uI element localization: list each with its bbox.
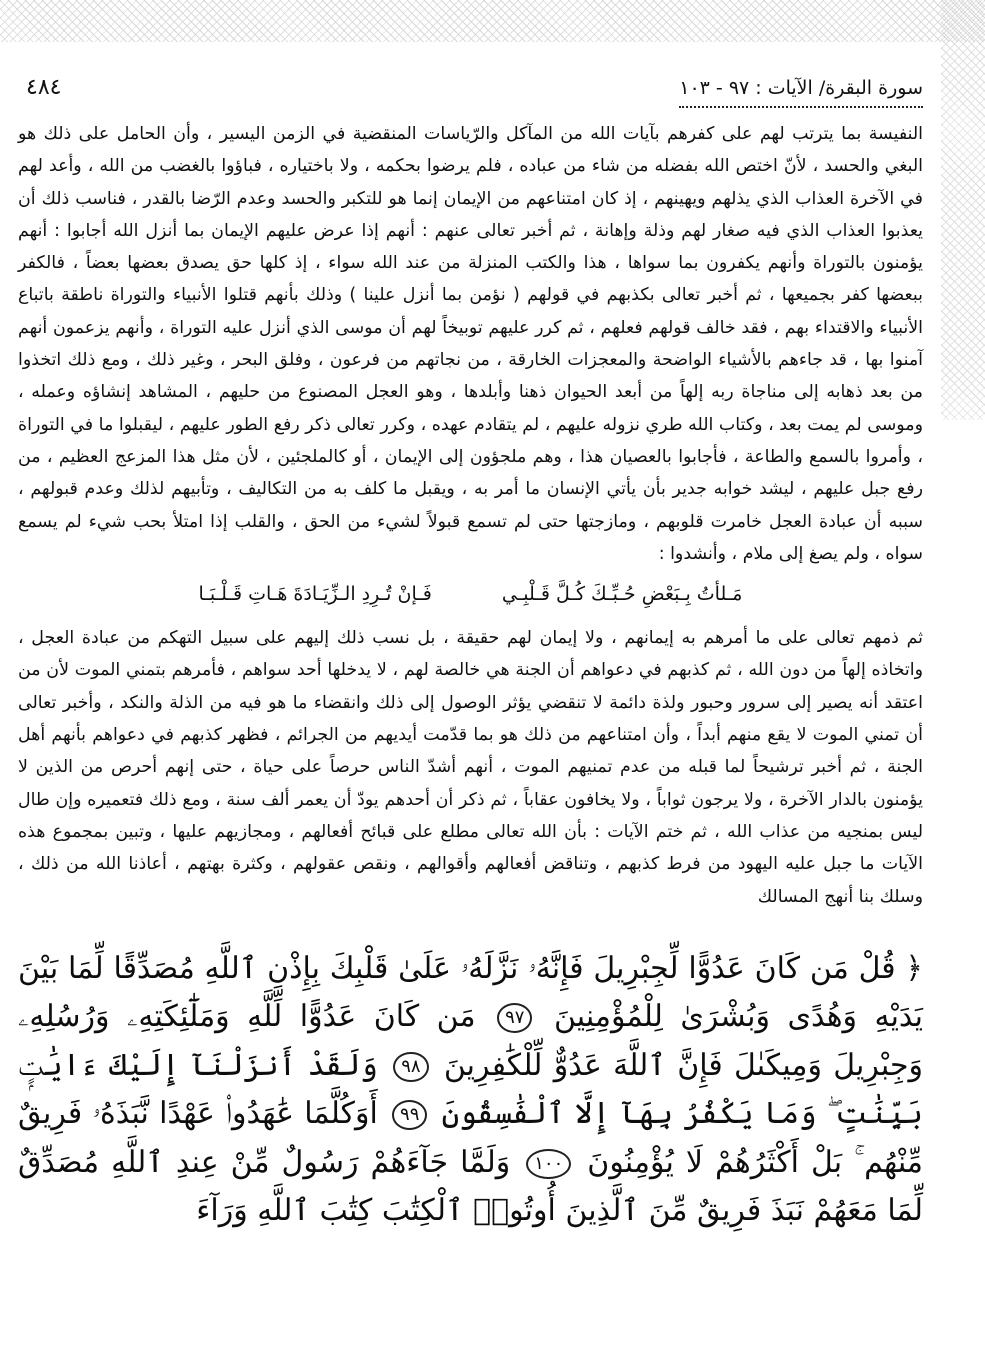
ayah-number-98: ٩٨	[393, 1052, 428, 1082]
verse-first-hemistich: مَـلأتُ بِـبَعْضِ حُـبِّـكَ كُـلَّ قَـلْبِـي	[501, 583, 743, 606]
decorative-side-border	[941, 0, 985, 420]
quran-segment-4: أَوَكُلَّمَا عَٰهَدُوا۟ عَهْدًا نَّبَذَهُۥ فَرِيقٌ مِّنْهُم ۚ بَلْ أَكْثَرُهُمْ لَا يُؤْمِنُونَ	[18, 1096, 923, 1180]
quran-segment-2: مَن كَانَ عَدُوًّا لِّلَّهِ وَمَلَٰٓئِكَتِهِۦ وَرُسُلِهِۦ وَجِبْرِيلَ وَمِيكَىٰلَ فَإِنَّ ٱللَّهَ عَدُوٌّ لِّلْكَٰفِرِينَ	[18, 999, 923, 1083]
tafsir-text	[18, 118, 923, 913]
quran-segment-5: وَلَمَّا جَآءَهُمْ رَسُولٌ مِّنْ عِندِ ٱللَّهِ مُصَدِّقٌ لِّمَا مَعَهُمْ نَبَذَ فَرِيقٌ مِّنَ ٱلَّذِينَ أُوتُوا۟ ٱلْكِتَٰبَ كِتَٰبَ ٱللَّهِ وَرَآءَ	[18, 1144, 923, 1229]
tafsir-paragraph-2: ثم ذمهم تعالى على ما أمرهم به إيمانهم ، ولا إيمان لهم حقيقة ، بل نسب ذلك إليهم على سبيل التهكم من عبادة العجل ، واتخاذه إلهاً من دون الله ، ثم كذبهم في دعواهم أن الجنة هي خالصة لهم ، لا يدخلها أحد سواهم ، فأمرهم بتمني الموت لأن من اعتقد أنه يصير إلى سرور وحبور ولذة دائمة لا تنقضي يؤثر الوصول إلى ذلك وانقضاء ما هو فيه من الذلة والنكد ، وأخبر تعالى أن تمني الموت لا يقع منهم أبداً ، وأن امتناعهم من ذلك هو بما قدّمت أيديهم من الجرائم ، فظهر كذبهم في دعواهم بأنهم أهل الجنة ، ثم أخبر ترشيحاً لما قبله من عدم تمنيهم الموت ، أنهم أشدّ الناس حرصاً على حياة ، حتى إنهم أحرص من الذين لا يؤمنون بالدار الآخرة ، ولا يرجون ثواباً ، ولا يخافون عقاباً ، ثم ذكر أن أحدهم يودّ أن يعمر ألف سنة ، ومع ذلك فتعميره وإن طال ليس بمنجيه من عذاب الله ، ثم ختم الآيات : بأن الله تعالى مطلع على قبائح أفعالهم ، ومجازيهم عليها ، وتبين بمجموع هذه الآيات ما جبل عليه اليهود من فرط كذبهم ، وتناقض أفعالهم وأقوالهم ، ونقص عقولهم ، وكثرة بهتهم ، أعاذنا الله من ذلك ، وسلك بنا أنهج المسالك	[18, 628, 923, 907]
section-gap	[18, 913, 923, 945]
page-number: ٤٨٤	[26, 75, 62, 100]
poetry-verse	[18, 576, 923, 612]
ayah-number-99: ٩٩	[392, 1100, 427, 1130]
quran-segment-1: ﴿ قُلْ مَن كَانَ عَدُوًّا لِّجِبْرِيلَ فَإِنَّهُۥ نَزَّلَهُۥ عَلَىٰ قَلْبِكَ بِإِذْنِ ٱللَّهِ مُصَدِّقًا لِّمَا بَيْنَ يَدَيْهِ وَهُدًى وَبُشْرَىٰ لِلْمُؤْمِنِينَ	[18, 950, 924, 1035]
ayah-number-100: ١٠٠	[526, 1149, 571, 1179]
ayah-number-97: ٩٧	[497, 1003, 532, 1033]
quran-segment-3: وَلَقَدْ أَنزَلْنَآ إِلَيْكَ ءَايَٰتٍۭ بَيِّنَٰتٍ ۖ وَمَا يَكْفُرُ بِهَآ إِلَّا ٱلْفَٰسِقُونَ	[18, 1047, 923, 1132]
decorative-top-border	[0, 0, 985, 42]
page-header	[26, 72, 923, 108]
tafsir-paragraph-1: النفيسة بما يترتب لهم على كفرهم بآيات الله من المآكل والرّياسات المنقضية في الزمن اليسير ، وأن الحامل على ذلك هو البغي والحسد ، لأنّ اختص الله بفضله من شاء من عباده ، فلم يرضوا بحكمه ، ولا باختياره ، فباؤوا بالغضب من الله ، وأعد لهم في الآخرة العذاب الذي يذلهم ويهينهم ، إذ كان امتناعهم من الإيمان إنما هو للتكبر والحسد وعدم الرّضا بالقدر ، فناسب ذلك أن يعذبوا العذاب الذي فيه صغار لهم وذلة وإهانة ، ثم أخبر تعالى عنهم : أنهم إذا عرض عليهم الإيمان بما أنزل الله أجابوا : أنهم يؤمنون بالتوراة وأنهم يكفرون بما سواها ، هذا والكتب المنزلة من عند الله سواء ، إذ كلها حق يصدق بعضها بعضاً ، فالكفر ببعضها كفر بجميعها ، ثم أخبر تعالى بكذبهم في قولهم ( نؤمن بما أنزل علينا ) وذلك بأنهم قتلوا الأنبياء والتوراة ناطقة باتباع الأنبياء والاقتداء بهم ، فقد خالف قولهم فعلهم ، ثم كرر عليهم توبيخاً لهم أن موسى الذي أنزل عليه التوراة ، وأنهم يزعمون أنهم آمنوا بها ، قد جاءهم بالأشياء الواضحة والمعجزات الخارقة ، من نجاتهم من فرعون ، وفلق البحر ، وغير ذلك ، ومع ذلك اتخذوا من بعد ذهابه إلى مناجاة ربه إلهاً من أبعد الحيوان ذهنا وأبلدها ، وهو العجل المصنوع من حليهم ، المشاهد إنشاؤه وعمله ، وموسى لم يمت بعد ، وكتاب الله طري نزوله عليهم ، لم يتقادم عهده ، وكرر تعالى ذكر رفع الطور عليهم ، ليقبلوا ما في التوراة ، وأمروا بالسمع والطاعة ، فأجابوا بالعصيان هذا ، وهم ملجؤون إلى الإيمان ، أو كالملجئين ، لأن مثل هذا المزعج العظيم ، من رفع جبل عليهم ، ليشد خوابه جدير بأن يأتي الإنسان ما أمر به ، ويقبل ما كلف به من التكاليف ، وتأبيهم لذلك وعدم قبولهم ، سببه أن عبادة العجل خامرت قلوبهم ، ومازجتها حتى لم تسمع قبولاً لشيء من الحق ، والقلب إذا امتلأ بحب شيء لم يسمع سواه ، ولم يصغ إلى ملام ، وأنشدوا :	[18, 124, 923, 564]
verse-second-hemistich: فَـإنْ تُـرِدِ الـزِّيَـادَةَ هَـاتِ قَـلْـبَـا	[198, 583, 432, 606]
running-head: سورة البقرة/ الآيات : ٩٧ - ١٠٣	[679, 72, 923, 108]
quran-text	[18, 945, 923, 1236]
book-page	[18, 72, 923, 1236]
